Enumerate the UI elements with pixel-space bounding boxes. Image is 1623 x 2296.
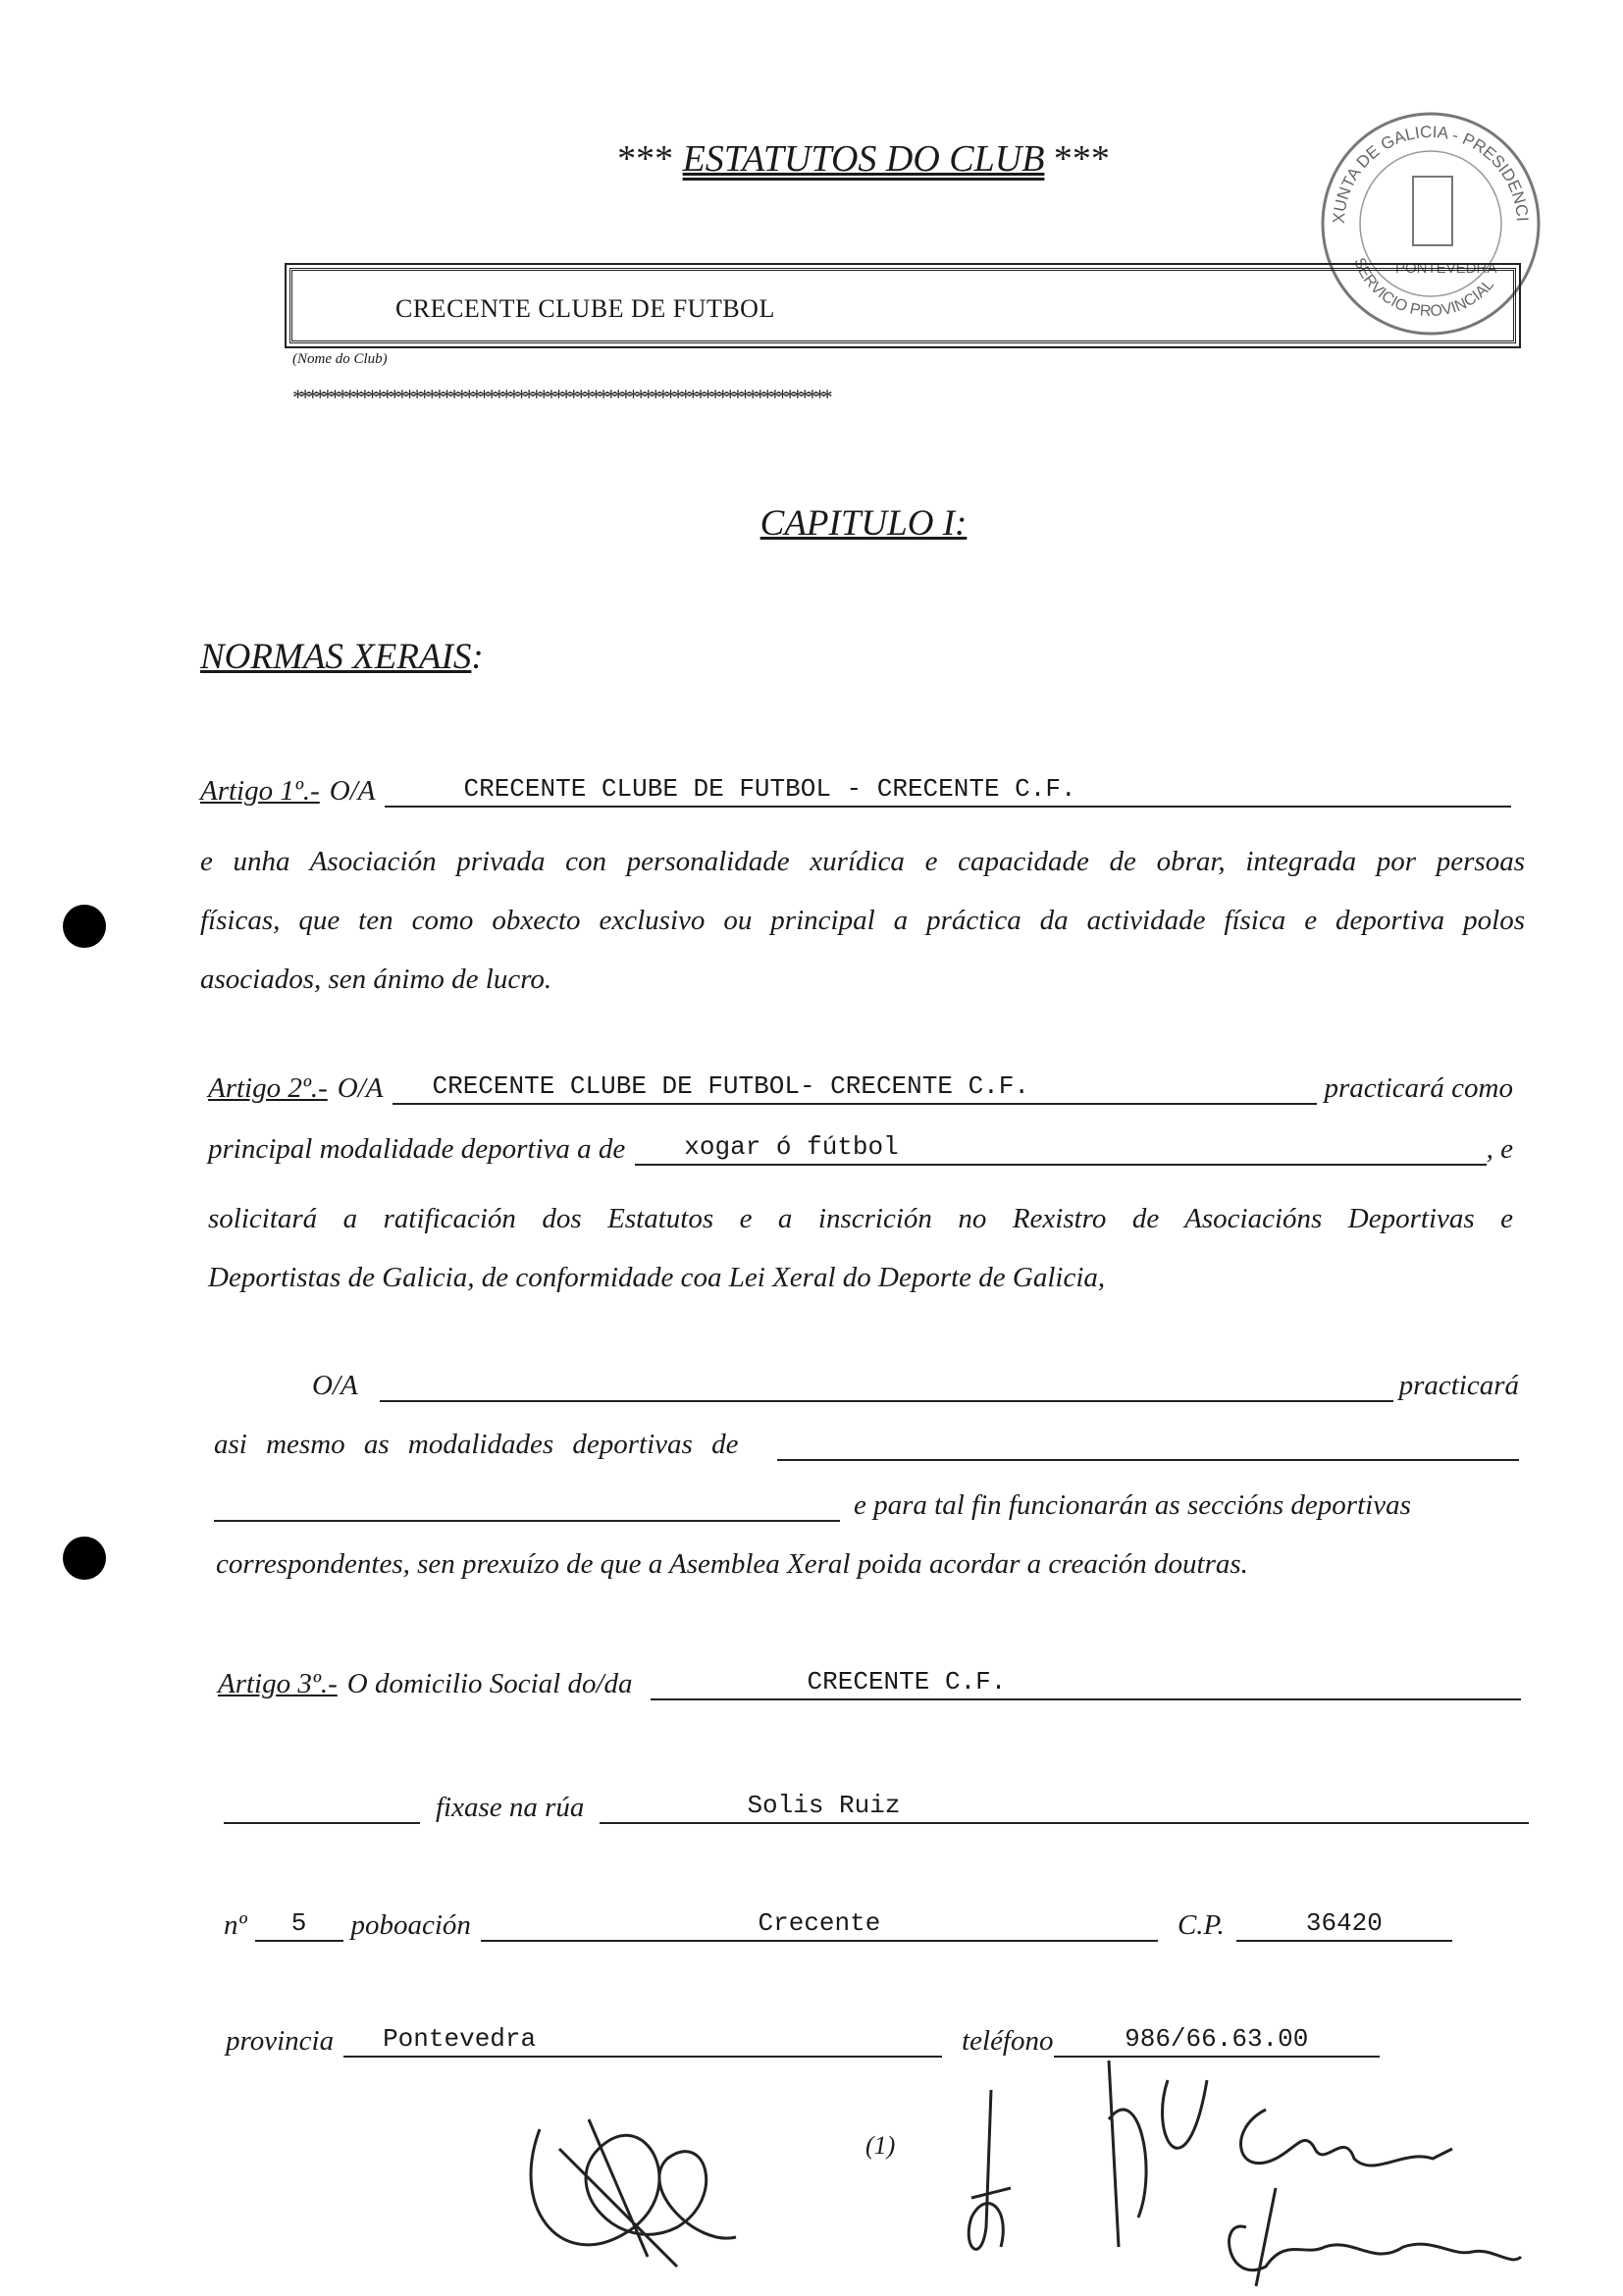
artigo2-heading: Artigo 2º.- O/A CRECENTE CLUBE DE FUTBOL- CRECENTE C.F. practicará como: [208, 1071, 1513, 1104]
title-text: ESTATUTOS DO CLUB: [682, 138, 1045, 180]
section-title: NORMAS XERAIS:: [200, 637, 484, 677]
signature: [1207, 2090, 1531, 2296]
town-field: Crecente: [481, 1912, 1158, 1942]
street-field: Solis Ruiz: [600, 1795, 1529, 1824]
empty-field: [777, 1432, 1519, 1461]
empty-field: [214, 1492, 840, 1522]
club-name-field: CRECENTE CLUBE DE FUTBOL- CRECENTE C.F.: [393, 1075, 1316, 1105]
svg-text:PONTEVEDRA: PONTEVEDRA: [1395, 260, 1497, 277]
artigo2-body: solicitará a ratificación dos Estatutos e a inscrición no Rexistro de Asociacións Deportivas e Deportistas de Galicia, de conformidade coa Lei Xeral do Deporte de Galicia,: [208, 1203, 1513, 1293]
page-number: (1): [865, 2131, 896, 2160]
empty-field: [224, 1795, 420, 1824]
sections-row: e para tal fin funcionarán as seccións deportivas: [214, 1489, 1519, 1522]
punch-hole: [63, 905, 106, 948]
also-modalities-row: asi mesmo as modalidades deportivas de: [214, 1429, 1519, 1461]
svg-text:SERVICIO PROVINCIAL: SERVICIO PROVINCIAL: [1350, 255, 1498, 321]
club-name-field: CRECENTE CLUBE DE FUTBOL - CRECENTE C.F.: [385, 778, 1511, 808]
other-modalities-row: O/A practicará: [312, 1370, 1519, 1401]
svg-text:XUNTA DE GALICIA - PRESIDENCIA: XUNTA DE GALICIA - PRESIDENCI: [1329, 122, 1532, 225]
title-stars: ***: [617, 138, 674, 180]
artigo2-last-line: correspondentes, sen prexuízo de que a Asemblea Xeral poida acordar a creación doutras.: [216, 1548, 1248, 1580]
street-row: fixase na rúa Solis Ruiz: [224, 1792, 1529, 1824]
number-field: 5: [255, 1912, 343, 1942]
club-field: CRECENTE C.F.: [651, 1671, 1521, 1700]
club-name-caption: (Nome do Club): [292, 351, 388, 367]
punch-hole: [63, 1537, 106, 1580]
signature: [1079, 2021, 1217, 2267]
signature: [942, 2080, 1030, 2276]
signature: [500, 2070, 756, 2276]
province-field: Pontevedra: [343, 2028, 942, 2058]
chapter-title: CAPITULO I:: [759, 503, 968, 544]
modalidade-field: xogar ó fútbol: [635, 1136, 1486, 1166]
club-name: CRECENTE CLUBE DE FUTBOL: [395, 294, 775, 323]
phone-field: 986/66.63.00: [1054, 2028, 1381, 2058]
empty-field: [380, 1373, 1393, 1402]
artigo1-body: e unha Asociación privada con personalidade xurídica e capacidade de obrar, integrada por persoas físicas, que ten como obxecto exclusivo ou principal a práctica da actividade física e deportiva polos asociados, sen ánimo de lucro.: [200, 846, 1525, 995]
postal-code-field: 36420: [1236, 1912, 1452, 1942]
separator-stars: ************************************************************************: [292, 385, 830, 409]
modalidade-row: principal modalidade deportiva a de xogar ó fútbol , e: [208, 1132, 1513, 1165]
contact-row: provincia Pontevedra teléfono 986/66.63.00: [226, 2025, 1380, 2058]
artigo1-heading: Artigo 1º.- O/A CRECENTE CLUBE DE FUTBOL - CRECENTE C.F.: [200, 775, 1511, 808]
address-row: nº 5 poboación Crecente C.P. 36420: [224, 1909, 1452, 1942]
title-stars: ***: [1053, 138, 1110, 180]
artigo-label: Artigo 1º.-: [200, 775, 320, 807]
artigo3-row: Artigo 3º.- O domicilio Social do/da CRECENTE C.F.: [218, 1668, 1521, 1700]
